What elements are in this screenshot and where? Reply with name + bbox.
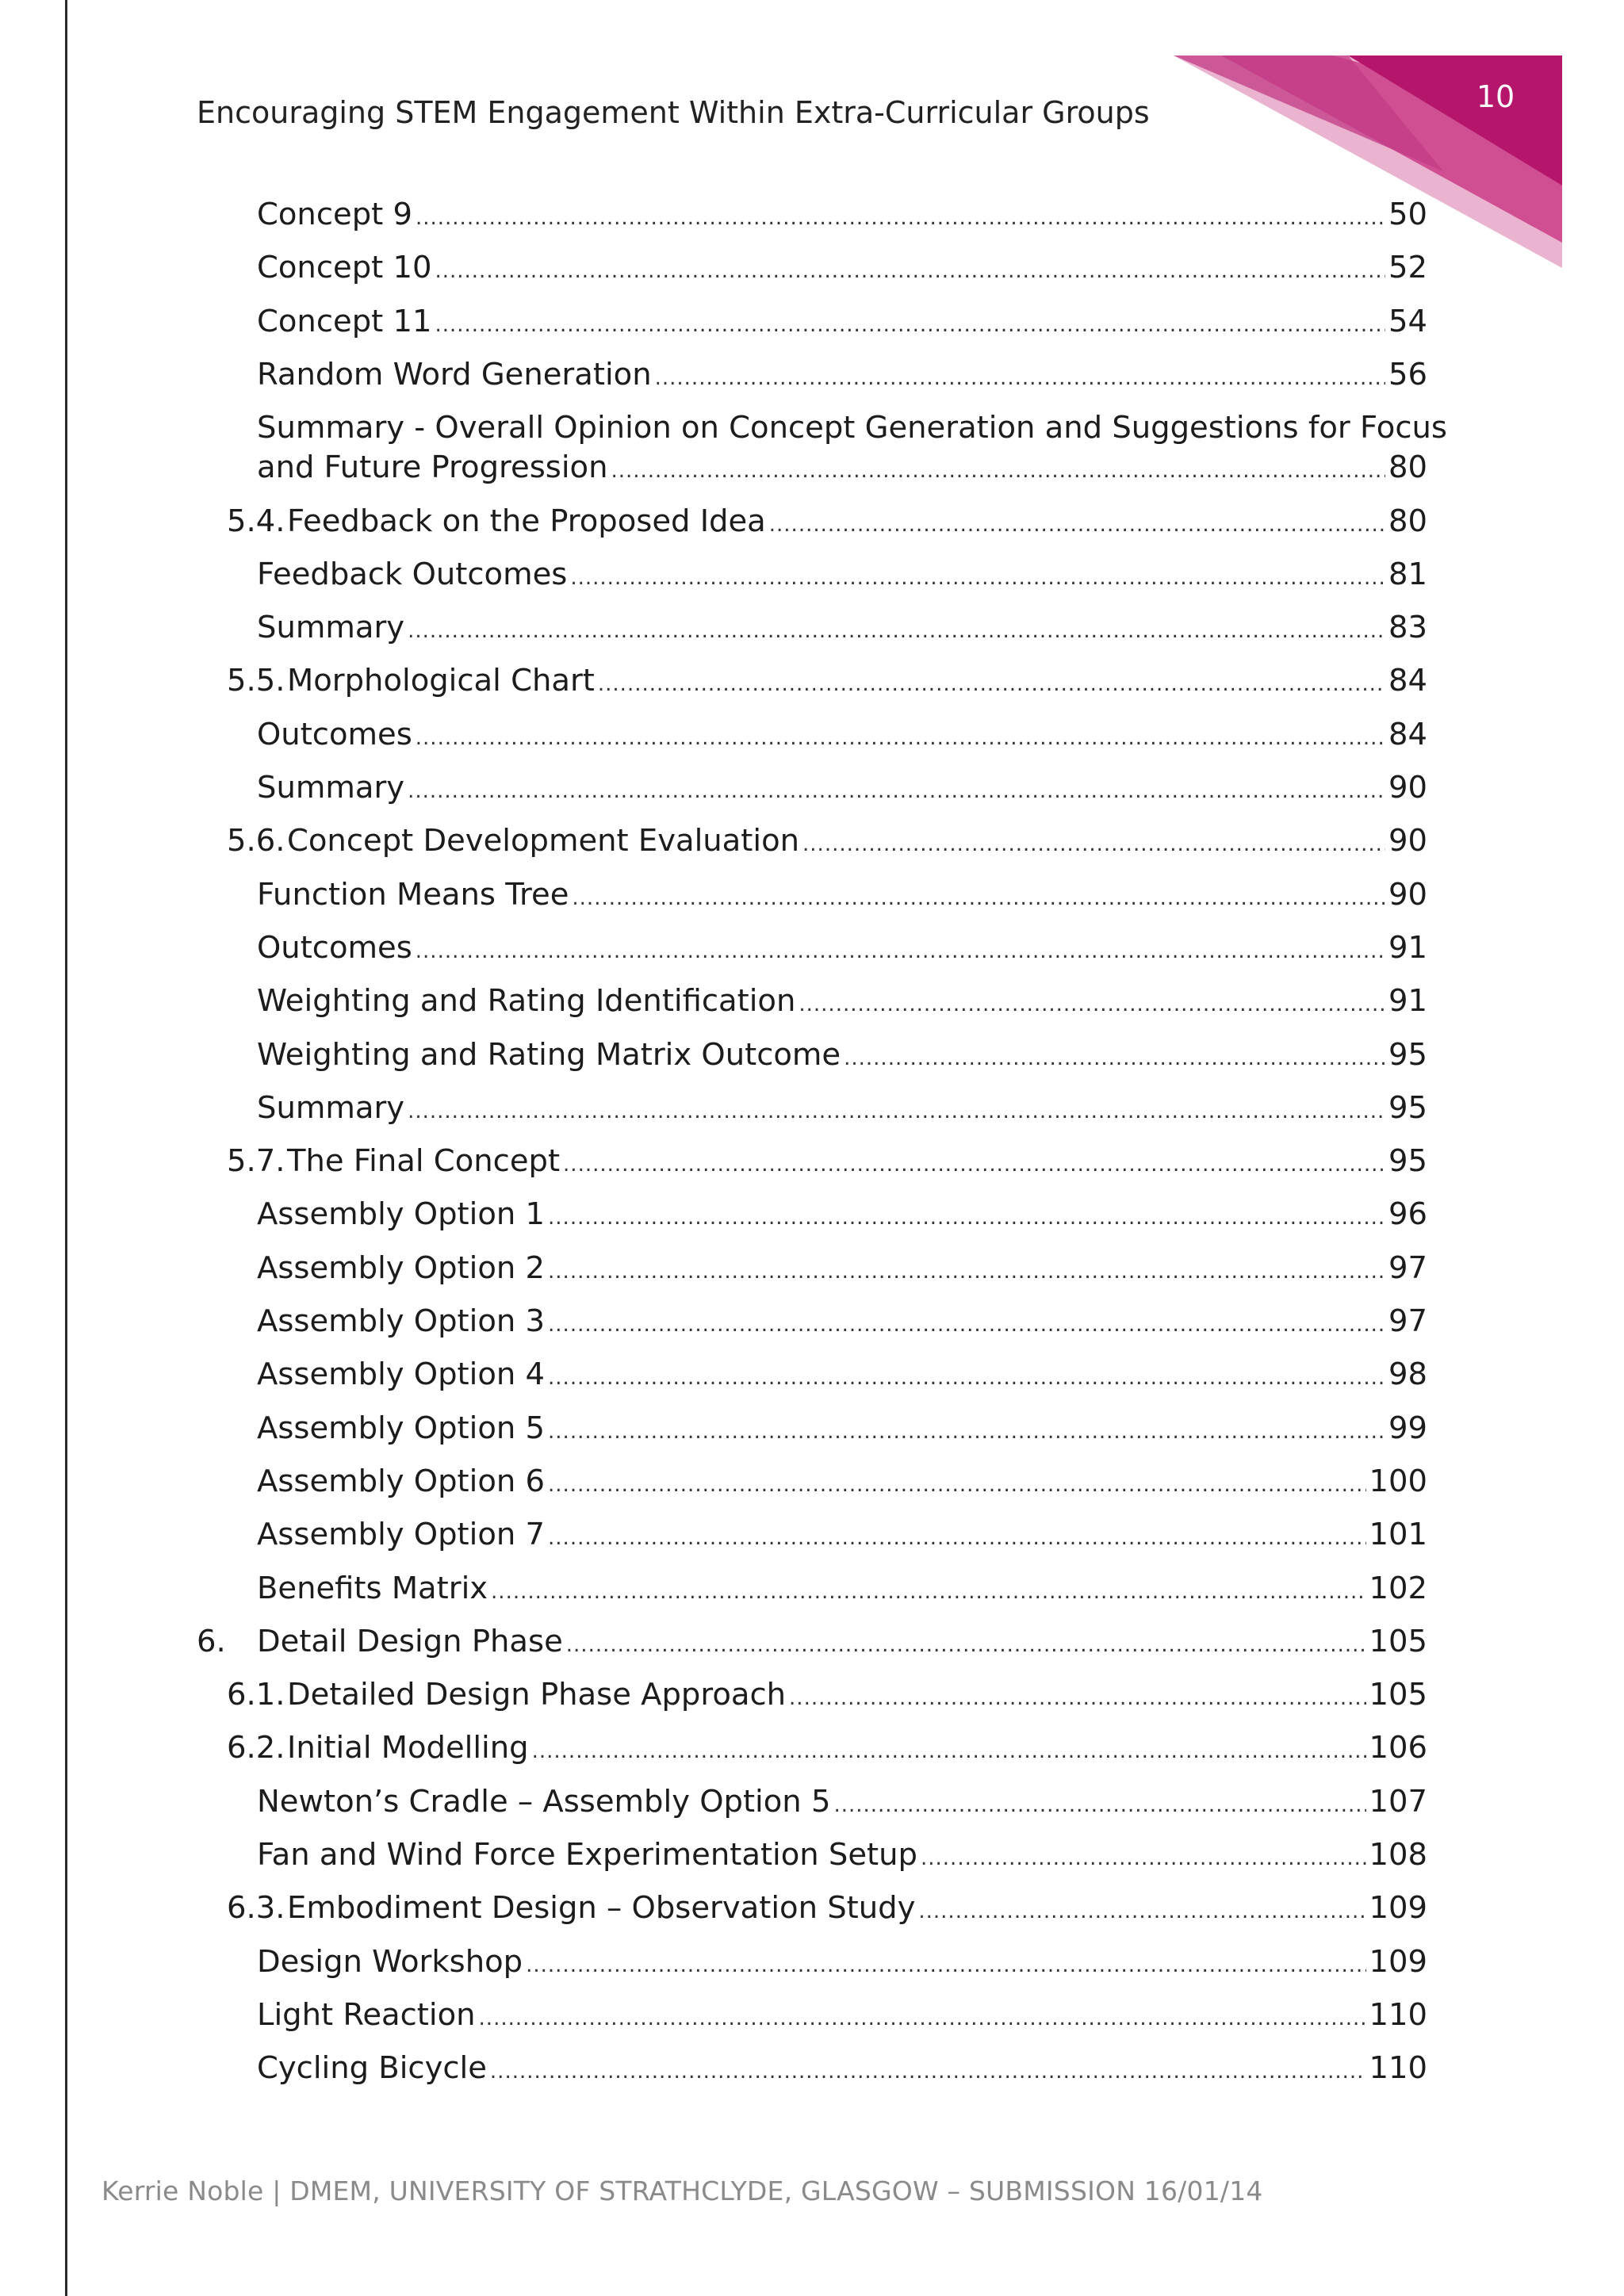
toc-entry-title: Assembly Option 7 [257,1517,546,1553]
toc-entry-page: 99 [1388,1410,1427,1446]
toc-entry-page: 95 [1388,1089,1427,1126]
toc-dot-leader [435,305,1385,345]
toc-entry-page: 80 [1388,503,1427,539]
toc-entry[interactable] [257,355,1427,398]
toc-entry[interactable] [227,1888,1427,1931]
toc-dot-leader [566,1625,1366,1665]
toc-entry-page: 97 [1388,1303,1427,1339]
toc-entry-title: Assembly Option 1 [257,1196,546,1233]
toc-entry-page: 98 [1388,1357,1427,1393]
toc-entry-number: 6. [197,1623,226,1659]
toc-entry-title: Newton’s Cradle – Assembly Option 5 [257,1783,831,1820]
toc-dot-leader [532,1732,1366,1771]
toc-dot-leader [479,1999,1366,2038]
toc-entry[interactable] [257,1942,1427,1985]
toc-entry-title: Cycling Bicycle [257,2050,487,2087]
toc-dot-leader [548,1252,1385,1292]
toc-entry-page: 108 [1369,1837,1427,1873]
toc-entry-title: Feedback Outcomes [257,556,568,592]
toc-entry-page: 84 [1388,663,1427,699]
toc-entry[interactable] [257,1782,1427,1825]
toc-entry-page: 91 [1388,929,1427,966]
toc-dot-leader [416,932,1385,971]
toc-entry[interactable] [227,821,1427,864]
toc-dot-leader [435,251,1385,291]
toc-entry-page: 95 [1388,1036,1427,1073]
toc-entry[interactable] [257,982,1427,1024]
toc-entry[interactable] [257,448,1427,491]
toc-entry-title: Assembly Option 3 [257,1303,546,1339]
page-footer: Kerrie Noble | DMEM, UNIVERSITY OF STRATHCLYDE, GLASGOW – SUBMISSION 16/01/14 [102,2175,1263,2206]
toc-entry[interactable] [227,1728,1427,1771]
toc-dot-leader [548,1305,1385,1345]
toc-entry[interactable] [257,1515,1427,1558]
toc-entry-page: 102 [1369,1570,1427,1606]
toc-entry-page: 56 [1388,356,1427,392]
toc-dot-leader [572,878,1385,918]
toc-dot-leader [918,1892,1365,1931]
toc-entry-number: 6.3. [227,1890,285,1927]
toc-entry-title: Outcomes [257,929,412,966]
toc-dot-leader [548,1465,1365,1505]
toc-dot-leader [655,358,1385,398]
toc-entry-title: Concept 10 [257,250,432,286]
toc-entry-title: Summary [257,1089,405,1126]
toc-entry-page: 106 [1369,1730,1427,1766]
toc-entry[interactable] [257,1355,1427,1398]
toc-entry-title: Summary [257,610,405,646]
toc-entry-page: 90 [1388,770,1427,806]
toc-entry-title: Detail Design Phase [257,1623,563,1659]
toc-entry-page: 110 [1369,1996,1427,2033]
toc-entry-title: Benefits Matrix [257,1570,488,1606]
toc-entry[interactable] [257,768,1427,811]
toc-entry-page: 90 [1388,823,1427,859]
toc-entry[interactable] [257,1835,1427,1878]
toc-dot-leader [548,1198,1385,1238]
toc-entry-page: 52 [1388,250,1427,286]
toc-entry-page: 109 [1369,1943,1427,1980]
toc-entry-page: 105 [1369,1677,1427,1713]
toc-entry-number: 6.1. [227,1677,285,1713]
toc-entry[interactable] [257,1302,1427,1345]
toc-entry-title: The Final Concept [287,1143,561,1180]
toc-dot-leader [490,2052,1366,2091]
toc-entry-page: 91 [1388,983,1427,1020]
toc-dot-leader [416,198,1385,238]
toc-entry[interactable] [197,1622,1427,1665]
toc-entry-title: Initial Modelling [287,1730,529,1766]
toc-entry[interactable] [257,248,1427,291]
toc-entry-title: and Future Progression [257,450,608,486]
toc-entry[interactable] [257,715,1427,758]
toc-dot-leader [789,1678,1365,1718]
toc-dot-leader [598,664,1385,704]
toc-entry-title: Concept 11 [257,303,432,339]
toc-entry-title: Concept 9 [257,197,412,232]
toc-dot-leader [416,718,1385,758]
toc-entry-title: Morphological Chart [287,663,595,699]
toc-entry[interactable] [227,661,1427,704]
toc-dot-leader [570,558,1385,598]
toc-dot-leader [611,451,1385,491]
toc-dot-leader [526,1946,1365,1985]
toc-entry[interactable] [227,1142,1427,1184]
toc-entry-title-line: Summary - Overall Opinion on Concept Generation and Suggestions for Focus [257,410,1447,446]
toc-entry[interactable] [227,1675,1427,1718]
left-margin-rule [65,0,67,2296]
toc-entry[interactable] [257,555,1427,598]
toc-dot-leader [548,1412,1385,1452]
toc-entry-page: 107 [1369,1783,1427,1820]
running-header: Encouraging STEM Engagement Within Extra-Curricular Groups [197,95,1150,130]
toc-entry[interactable] [257,1462,1427,1505]
toc-entry[interactable] [257,608,1427,651]
toc-entry-page: 84 [1388,716,1427,752]
toc-entry[interactable] [227,502,1427,545]
page-number: 10 [1476,79,1515,114]
toc-entry-title: Detailed Design Phase Approach [287,1677,787,1713]
toc-entry-page: 95 [1388,1143,1427,1180]
toc-entry-number: 5.4. [227,503,285,539]
toc-dot-leader [799,985,1385,1024]
toc-entry-title: Embodiment Design – Observation Study [287,1890,916,1927]
toc-dot-leader [921,1839,1366,1878]
toc-entry[interactable] [257,195,1427,238]
toc-entry-page: 110 [1369,2050,1427,2087]
toc-entry[interactable] [257,1195,1427,1238]
toc-dot-leader [833,1785,1365,1825]
toc-dot-leader [563,1145,1385,1184]
toc-entry-page: 96 [1388,1196,1427,1233]
toc-entry[interactable] [257,875,1427,918]
toc-entry-page: 50 [1388,197,1427,232]
toc-entry[interactable] [257,1996,1427,2038]
toc-entry[interactable] [257,1409,1427,1452]
toc-entry[interactable] [257,1035,1427,1078]
toc-dot-leader [802,825,1385,864]
toc-entry-title: Function Means Tree [257,876,569,913]
toc-entry-page: 83 [1388,610,1427,646]
toc-dot-leader [408,1092,1385,1131]
toc-entry-number: 5.7. [227,1143,285,1180]
toc-entry-page: 100 [1369,1463,1427,1499]
toc-entry-title: Outcomes [257,716,412,752]
toc-entry-title: Weighting and Rating Matrix Outcome [257,1036,841,1073]
toc-dot-leader [491,1572,1365,1612]
toc-entry-title: Random Word Generation [257,356,652,392]
toc-entry-page: 54 [1388,303,1427,339]
toc-dot-leader [844,1039,1385,1078]
toc-entry[interactable] [257,302,1427,345]
toc-entry-page: 109 [1369,1890,1427,1927]
toc-dot-leader [408,771,1385,811]
toc-entry-title: Light Reaction [257,1996,476,2033]
toc-entry-page: 101 [1369,1517,1427,1553]
toc-entry-page: 97 [1388,1249,1427,1286]
toc-entry[interactable] [257,928,1427,971]
toc-dot-leader [769,505,1385,545]
toc-entry-title: Fan and Wind Force Experimentation Setup [257,1837,917,1873]
toc-entry-title: Summary [257,770,405,806]
toc-entry[interactable] [257,2049,1427,2091]
toc-entry-number: 6.2. [227,1730,285,1766]
toc-entry-page: 90 [1388,876,1427,913]
toc-entry-page: 105 [1369,1623,1427,1659]
toc-entry-title: Feedback on the Proposed Idea [287,503,766,539]
toc-entry-number: 5.6. [227,823,285,859]
toc-entry[interactable] [257,1089,1427,1131]
toc-dot-leader [548,1518,1365,1558]
toc-entry-title: Weighting and Rating Identification [257,983,796,1020]
toc-entry-title: Design Workshop [257,1943,523,1980]
toc-entry[interactable] [257,1249,1427,1292]
toc-entry[interactable] [257,1569,1427,1612]
toc-entry-title: Assembly Option 2 [257,1249,546,1286]
toc-dot-leader [548,1358,1385,1398]
toc-entry-title: Assembly Option 5 [257,1410,546,1446]
toc-entry-title: Assembly Option 6 [257,1463,546,1499]
toc-entry-title: Assembly Option 4 [257,1357,546,1393]
toc-entry-number: 5.5. [227,663,285,699]
toc-entry-page: 80 [1388,450,1427,486]
toc-entry-title: Concept Development Evaluation [287,823,800,859]
toc-dot-leader [408,611,1385,651]
toc-entry-page: 81 [1388,556,1427,592]
